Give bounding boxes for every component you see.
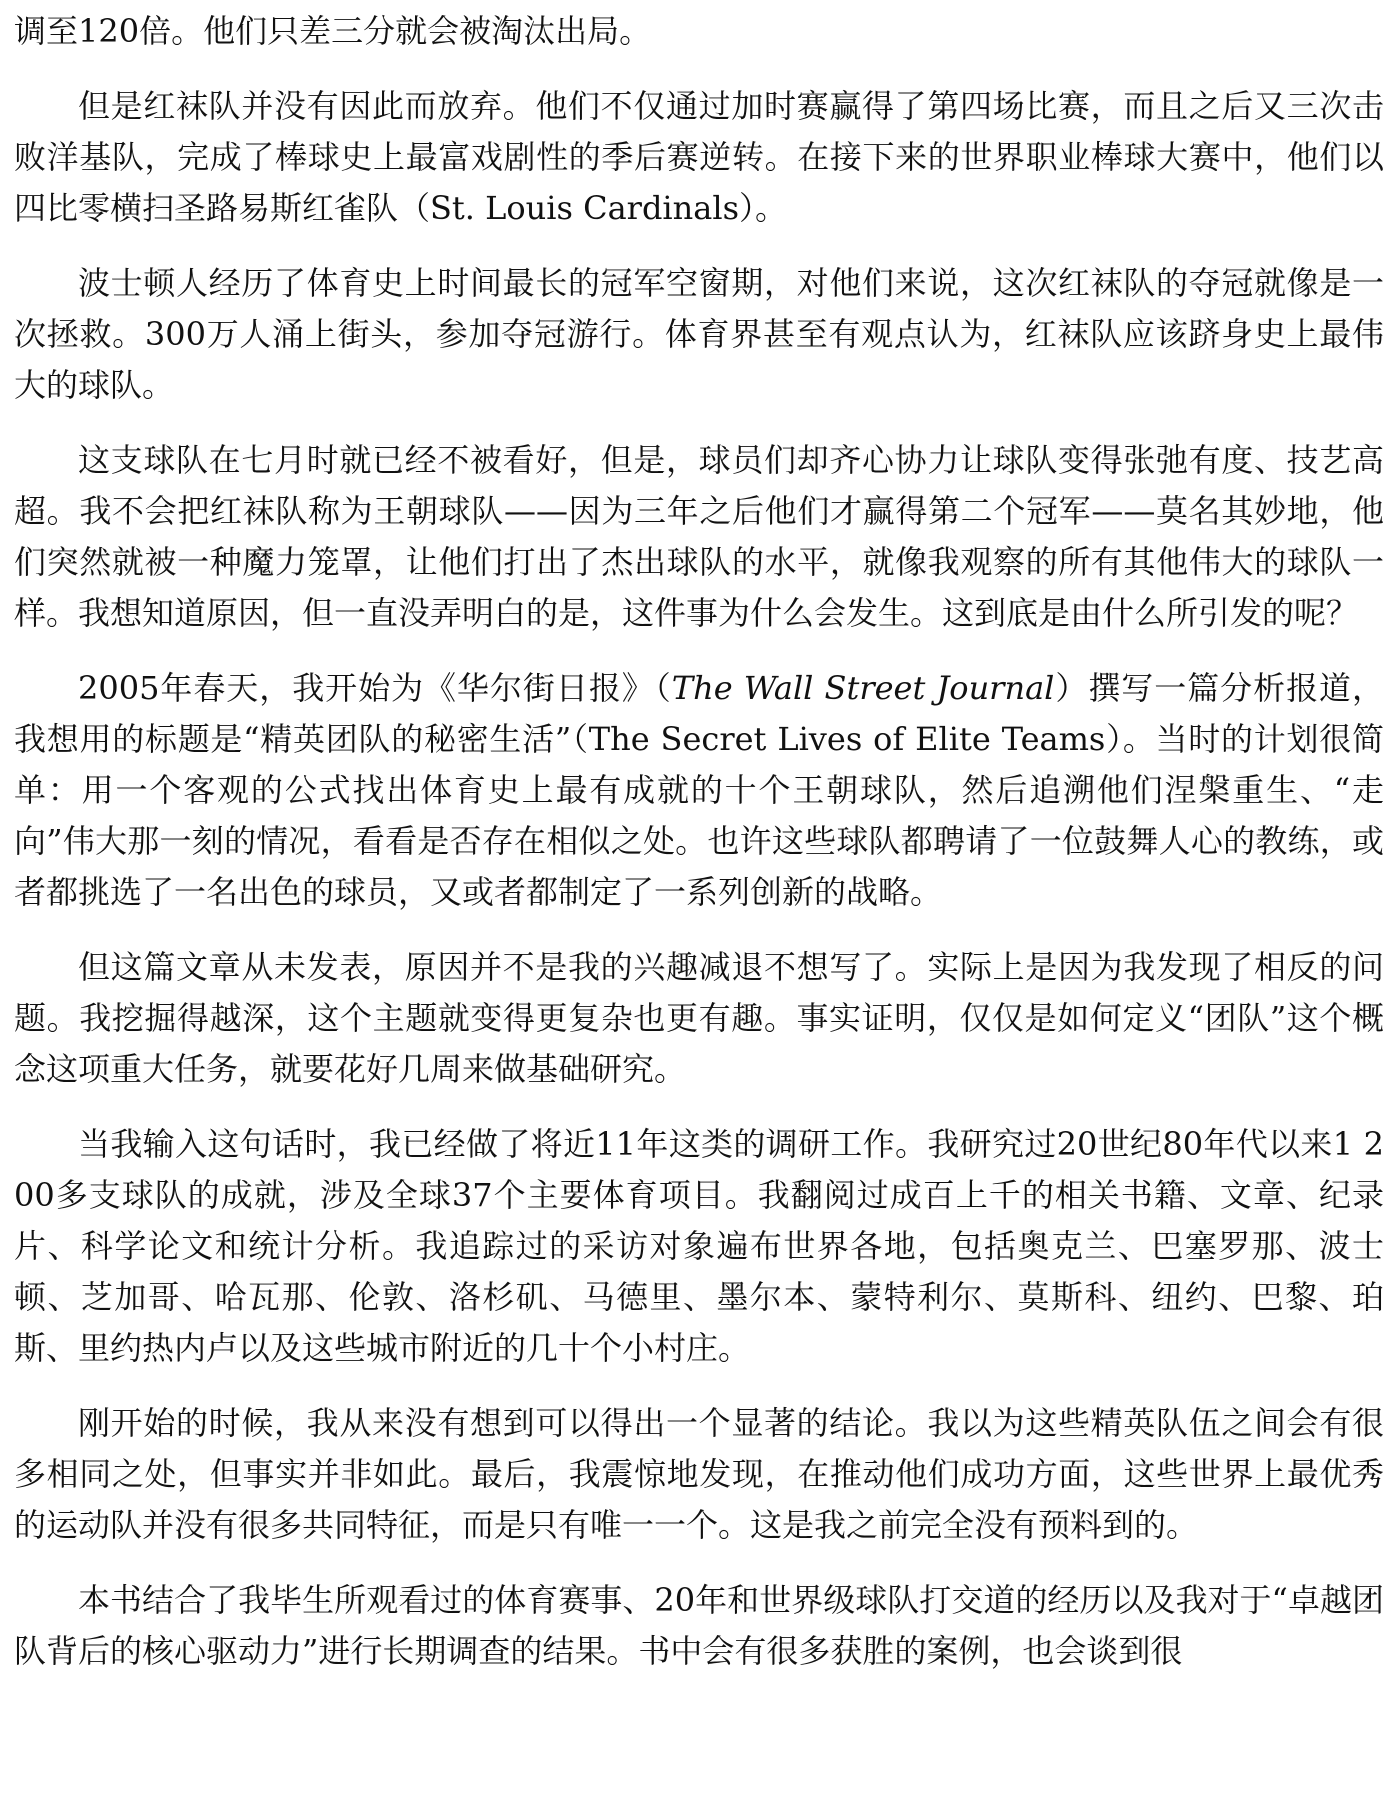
- paragraph-book-summary: 本书结合了我毕生所观看过的体育赛事、20年和世界级球队打交道的经历以及我对于“卓越团队背后的核心驱动力”进行长期调查的结果。书中会有很多获胜的案例，也会谈到很: [14, 1581, 1384, 1670]
- paragraph-continued: 调至120倍。他们只差三分就会被淘汰出局。: [14, 12, 652, 50]
- paragraph-team-magic: 这支球队在七月时就已经不被看好，但是，球员们却齐心协力让球队变得张弛有度、技艺高超。我不会把红袜队称为王朝球队——因为三年之后他们才赢得第二个冠军——莫名其妙地，他们突然就被一种魔力笼罩，让他们打出了杰出球队的水平，就像我观察的所有其他伟大的球队一样。我想知道原因，但一直没弄明白的是，这件事为什么会发生。这到底是由什么所引发的呢？: [14, 441, 1384, 632]
- paragraph-wsj-article: [14, 663, 1384, 918]
- paragraph-conclusion: 刚开始的时候，我从来没有想到可以得出一个显著的结论。我以为这些精英队伍之间会有很多相同之处，但事实并非如此。最后，我震惊地发现，在推动他们成功方面，这些世界上最优秀的运动队并没有很多共同特征，而是只有唯一一个。这是我之前完全没有预料到的。: [14, 1404, 1384, 1544]
- paragraph-text-after: ）撰写一篇分析报道，我想用的标题是“精英团队的秘密生活”（The Secret Lives of Elite Teams）。当时的计划很简单：用一个客观的公式找出体育史上最有成就的十个王朝球队，然后追溯他们涅槃重生、“走向”伟大那一刻的情况，看看是否存在相似之处。也许这些球队都聘请了一位鼓舞人心的教练，或者都挑选了一名出色的球员，又或者都制定了一系列创新的战略。: [14, 669, 1384, 911]
- publication-title: The Wall Street Journal: [671, 669, 1055, 707]
- paragraph-red-sox-comeback: 但是红袜队并没有因此而放弃。他们不仅通过加时赛赢得了第四场比赛，而且之后又三次击败洋基队，完成了棒球史上最富戏剧性的季后赛逆转。在接下来的世界职业棒球大赛中，他们以四比零横扫圣路易斯红雀队（St. Louis Cardinals）。: [14, 87, 1384, 227]
- paragraph-never-published: 但这篇文章从未发表，原因并不是我的兴趣减退不想写了。实际上是因为我发现了相反的问题。我挖掘得越深，这个主题就变得更复杂也更有趣。事实证明，仅仅是如何定义“团队”这个概念这项重大任务，就要花好几周来做基础研究。: [14, 948, 1384, 1088]
- document-page: [14, 6, 1384, 1677]
- paragraph-research-years: 当我输入这句话时，我已经做了将近11年这类的调研工作。我研究过20世纪80年代以来1 200多支球队的成就，涉及全球37个主要体育项目。我翻阅过成百上千的相关书籍、文章、纪录片、科学论文和统计分析。我追踪过的采访对象遍布世界各地，包括奥克兰、巴塞罗那、波士顿、芝加哥、哈瓦那、伦敦、洛杉矶、马德里、墨尔本、蒙特利尔、莫斯科、纽约、巴黎、珀斯、里约热内卢以及这些城市附近的几十个小村庄。: [14, 1125, 1384, 1367]
- paragraph-boston-parade: 波士顿人经历了体育史上时间最长的冠军空窗期，对他们来说，这次红袜队的夺冠就像是一次拯救。300万人涌上街头，参加夺冠游行。体育界甚至有观点认为，红袜队应该跻身史上最伟大的球队。: [14, 264, 1384, 404]
- paragraph-text-before: 2005年春天，我开始为《华尔街日报》（: [78, 669, 672, 707]
